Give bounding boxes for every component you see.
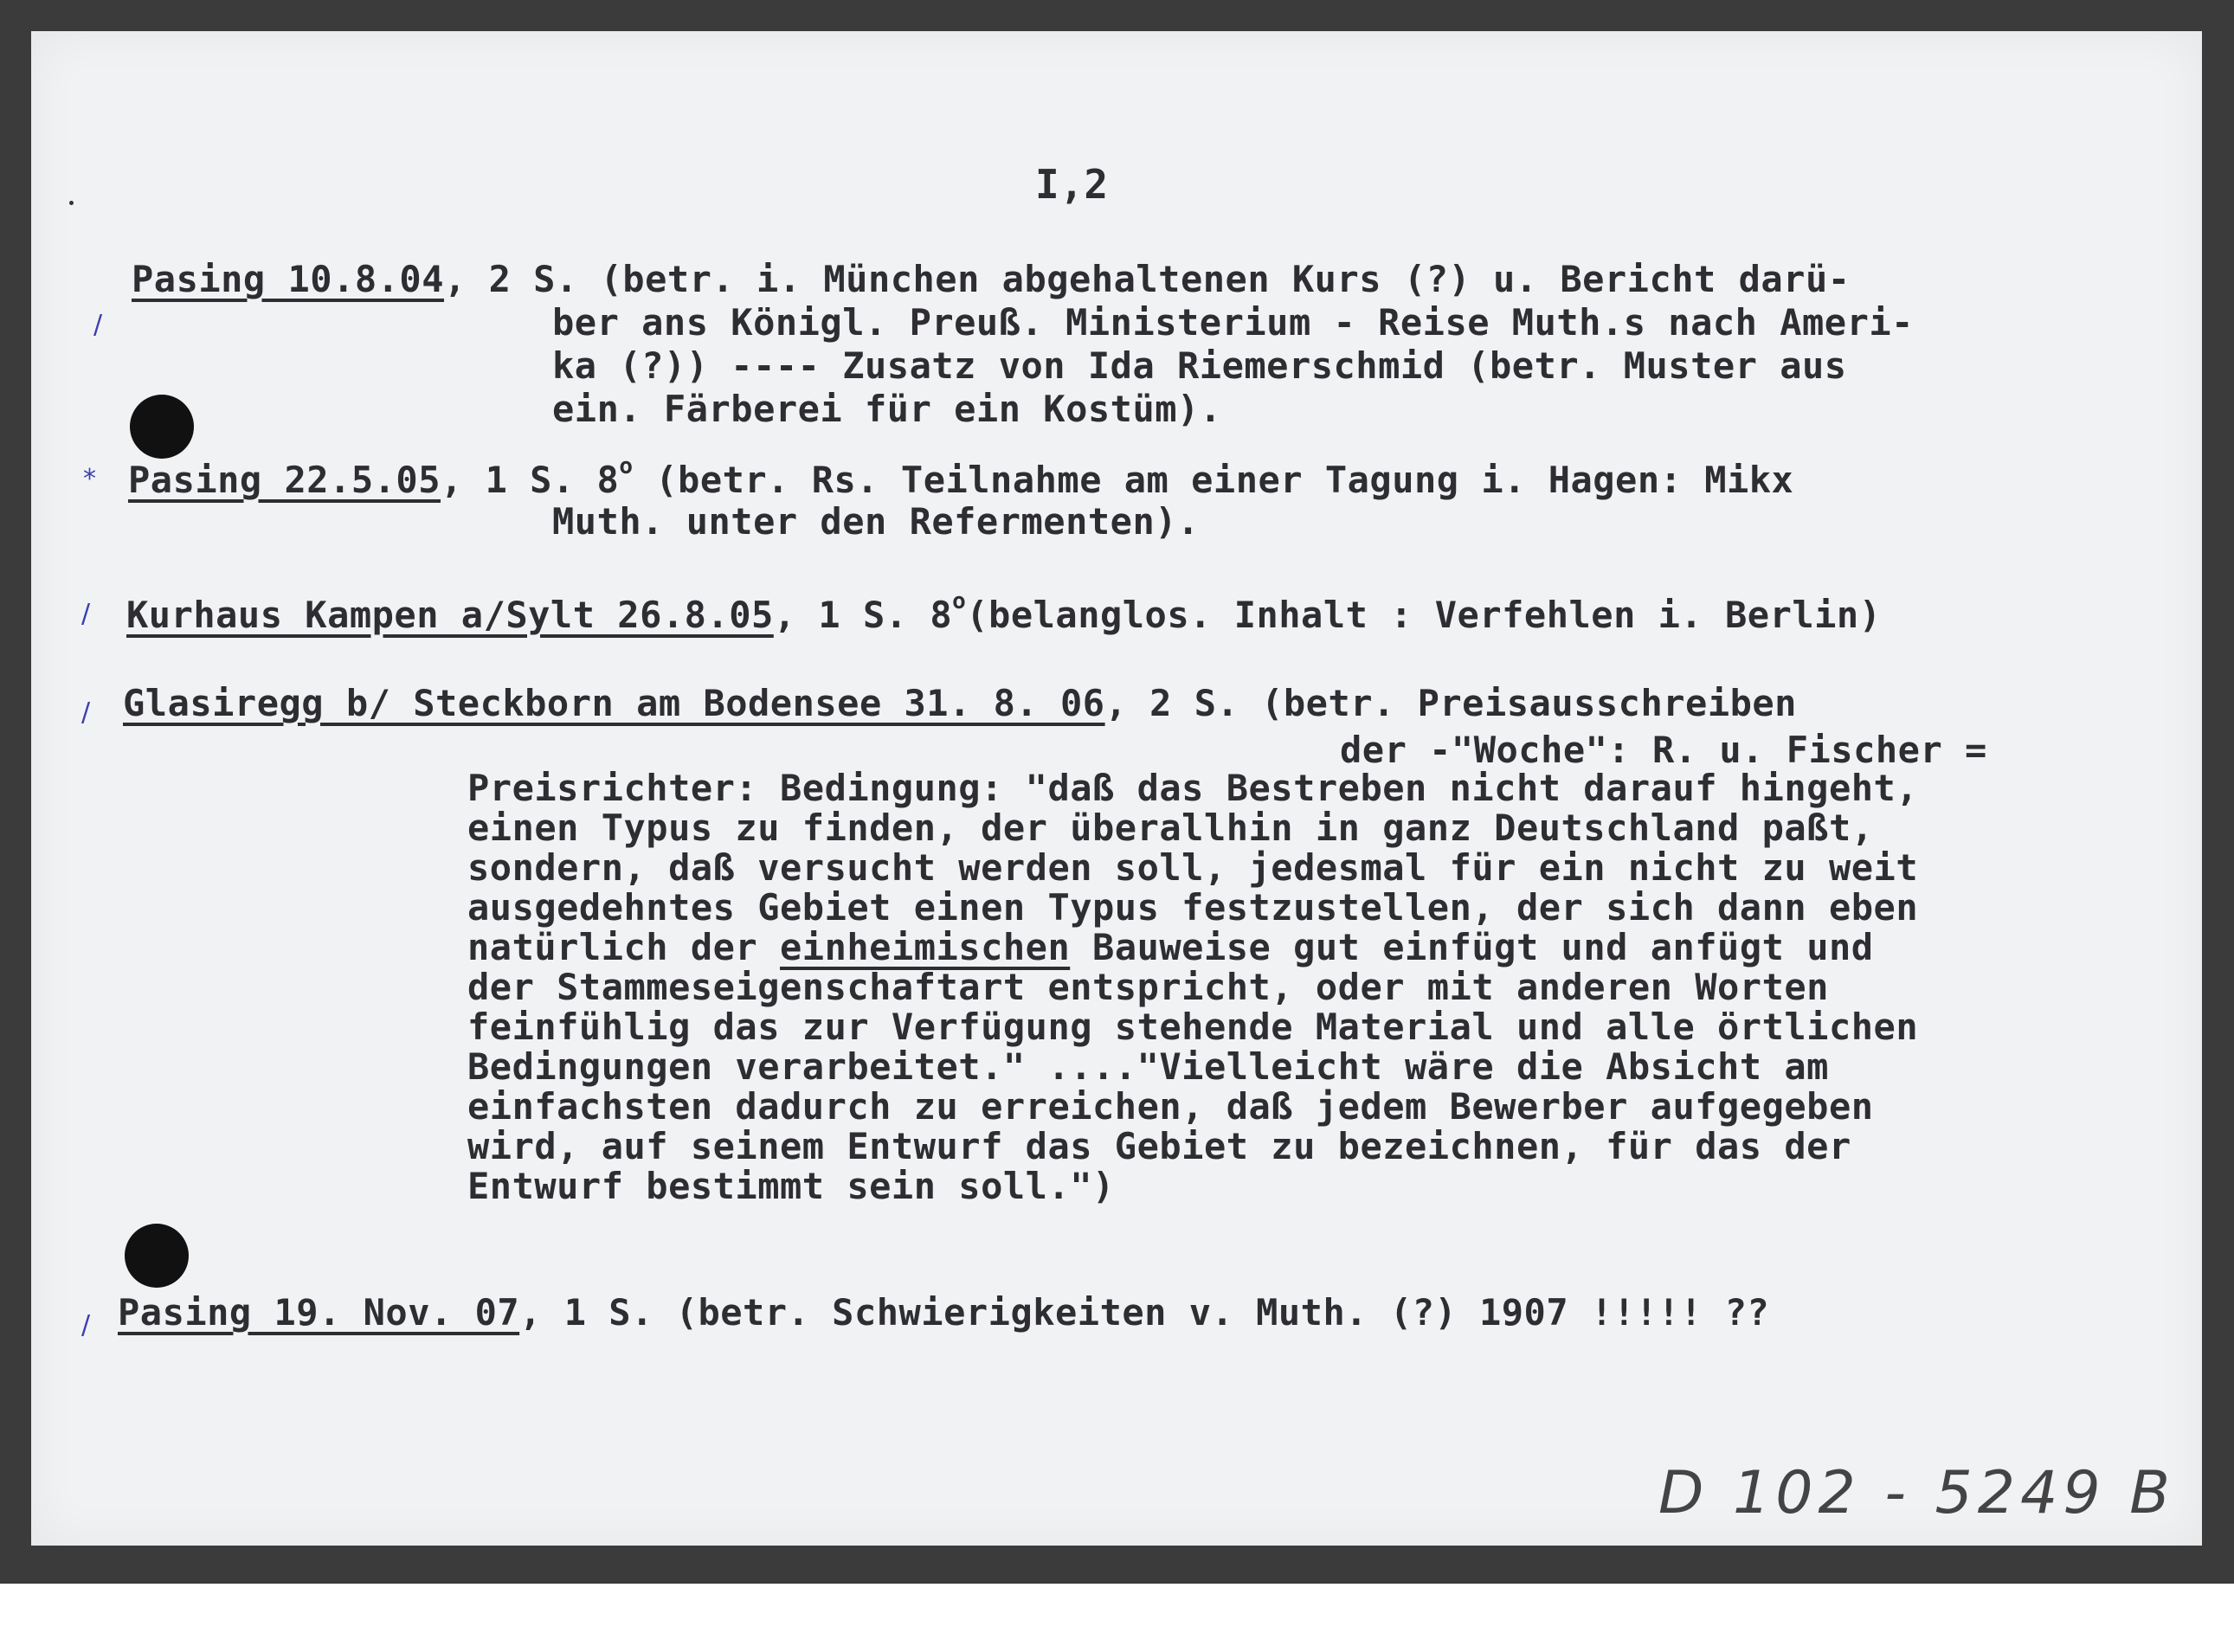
check-mark: / <box>81 697 91 728</box>
index-card <box>31 31 2202 1546</box>
check-mark: * <box>83 464 96 494</box>
entry-2-text: , 1 S. 8 <box>441 459 620 501</box>
entry-4-line-11: einfachsten dadurch zu erreichen, daß jedem Bewerber aufgegeben <box>467 1085 1874 1128</box>
check-mark: / <box>81 1310 91 1340</box>
entry-4-line-3: Preisrichter: Bedingung: "daß das Bestreben nicht darauf hingeht, <box>467 767 1919 809</box>
entry-5-heading: Pasing 19. Nov. 07 <box>118 1291 520 1334</box>
entry-4-line-9: feinfühlig das zur Verfügung stehende Material und alle örtlichen <box>467 1006 1919 1048</box>
entry-4-line-13: Entwurf bestimmt sein soll.") <box>467 1165 1115 1207</box>
check-mark: / <box>93 310 103 340</box>
entry-1-text: , 2 S. (betr. i. München abgehaltenen Kurs (?) u. Bericht darü- <box>444 258 1851 300</box>
entry-2-heading: Pasing 22.5.05 <box>128 459 441 501</box>
entry-2-text-cont: (betr. Rs. Teilnahme am einer Tagung i. Hagen: Mikx <box>633 459 1794 501</box>
underlined-word: einheimischen <box>780 926 1071 968</box>
entry-4-line-1 <box>123 682 1797 724</box>
entry-1-line-1 <box>132 258 1851 300</box>
entry-4-line-6: ausgedehntes Gebiet einen Typus festzustellen, der sich dann eben <box>467 886 1919 929</box>
entry-3-line-1 <box>126 588 1882 636</box>
entry-2-line-2: Muth. unter den Refermenten). <box>552 500 1200 543</box>
check-mark: / <box>81 599 91 629</box>
entry-4-text: natürlich der <box>467 926 781 968</box>
entry-5-line-1 <box>118 1291 1769 1334</box>
entry-1-heading: Pasing 10.8.04 <box>132 258 445 300</box>
entry-4-line-10: Bedingungen verarbeitet." ...."Vielleicht wäre die Absicht am <box>467 1045 1829 1088</box>
entry-4-line-12: wird, auf seinem Entwurf das Gebiet zu bezeichnen, für das der <box>467 1125 1851 1167</box>
entry-4-text: , 2 S. (betr. Preisausschreiben <box>1104 682 1797 724</box>
entry-3-heading: Kurhaus Kampen a/Sylt 26.8.05 <box>126 594 774 636</box>
entry-5-text: , 1 S. (betr. Schwierigkeiten v. Muth. (?) 1907 !!!!! ?? <box>519 1291 1770 1334</box>
entry-4-heading: Glasiregg b/ Steckborn am Bodensee 31. 8. 06 <box>123 682 1105 724</box>
entry-1-line-2: ber ans Königl. Preuß. Ministerium - Reise Muth.s nach Ameri- <box>552 301 1914 344</box>
entry-2-line-1 <box>128 453 1793 501</box>
archive-signature: D 102 - 5249 B <box>1658 1459 2175 1527</box>
entry-4-line-4: einen Typus zu finden, der überallhin in ganz Deutschland paßt, <box>467 807 1874 849</box>
entry-4-text-cont: Bauweise gut einfügt und anfügt und <box>1070 926 1874 968</box>
page-number: I,2 <box>1035 161 1109 208</box>
entry-4-line-5: sondern, daß versucht werden soll, jedesmal für ein nicht zu weit <box>467 846 1919 889</box>
entry-1-line-4: ein. Färberei für ein Kostüm). <box>552 388 1222 430</box>
punch-hole <box>125 1224 189 1288</box>
punch-hole <box>130 395 194 459</box>
entry-3-text-cont: (belanglos. Inhalt : Verfehlen i. Berlin) <box>966 594 1882 636</box>
entry-4-line-2: der -"Woche": R. u. Fischer = <box>1340 729 1987 771</box>
superscript: o <box>952 588 967 614</box>
speck <box>69 201 74 205</box>
entry-3-text: , 1 S. 8 <box>773 594 953 636</box>
superscript: o <box>619 453 634 479</box>
entry-4-line-8: der Stammeseigenschaftart entspricht, oder mit anderen Worten <box>467 966 1829 1008</box>
entry-1-line-3: ka (?)) ---- Zusatz von Ida Riemerschmid (betr. Muster aus <box>552 344 1847 387</box>
entry-4-line-7 <box>467 926 1874 968</box>
